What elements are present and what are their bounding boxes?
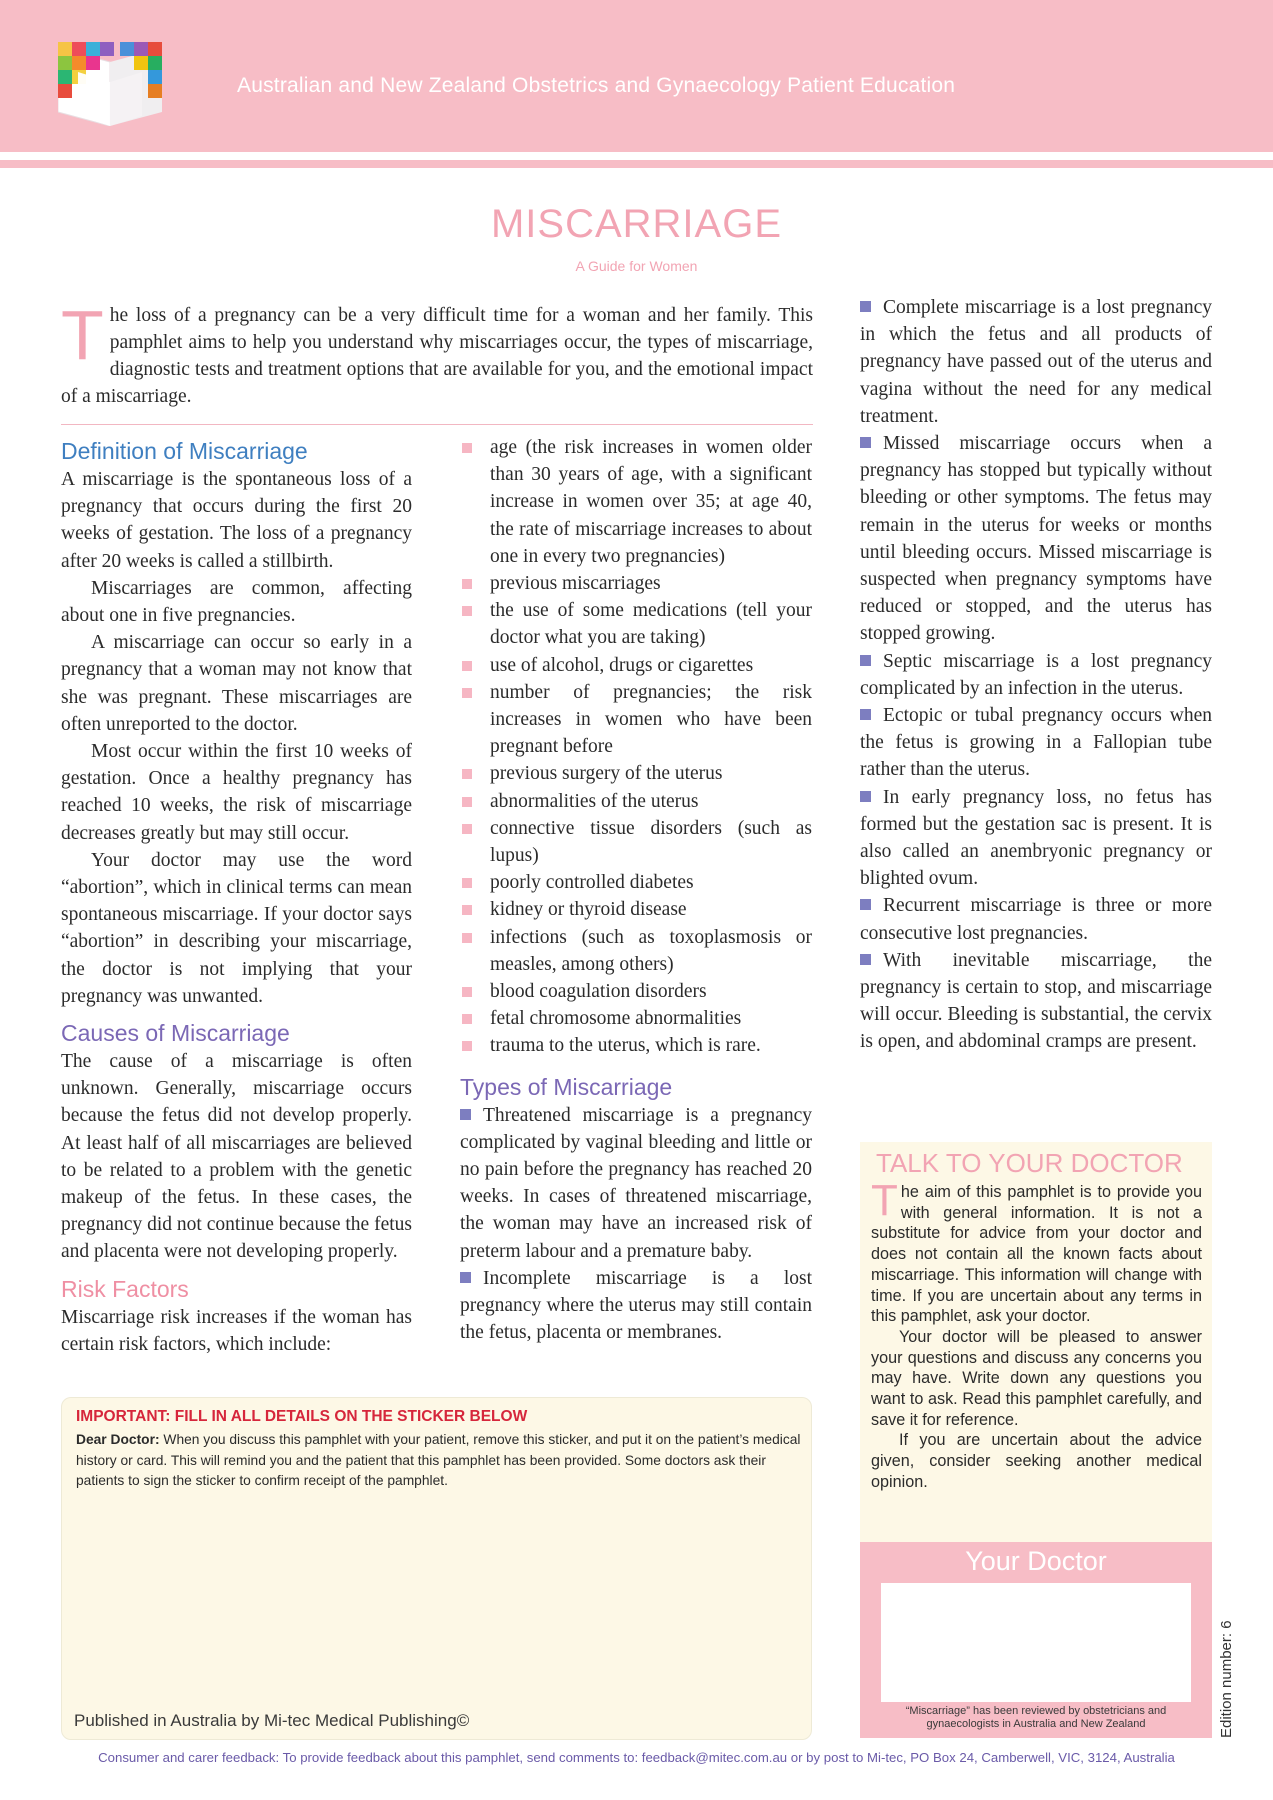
bullet-square-icon xyxy=(462,933,472,943)
definition-paragraph: Your doctor may use the word “abortion”, which in clinical terms can mean spontaneous miscarriage. If your doctor says “abortion” in describing your miscarriage, the doctor is not implying that your pregnancy was unwanted. xyxy=(61,849,412,1007)
review-note: “Miscarriage” has been reviewed by obstetricians and gynaecologists in Australia and New Zealand xyxy=(905,1705,1167,1730)
list-item: number of pregnancies; the risk increases in women who have been pregnant before xyxy=(460,679,812,761)
definition-paragraph: Miscarriages are common, affecting about one in five pregnancies. xyxy=(61,577,412,627)
column-left xyxy=(61,436,412,1358)
sticker-lead: Dear Doctor: xyxy=(76,1432,160,1447)
list-item: age (the risk increases in women older than 30 years of age, with a significant increase in women over 35; at age 40, the rate of miscarriage increases to about one in every two pregnancies) xyxy=(460,434,812,570)
list-item: abnormalities of the uterus xyxy=(460,788,812,815)
definition-paragraph: Most occur within the first 10 weeks of gestation. Once a healthy pregnancy has reached 10 weeks, the risk of miscarriage decreases greatly but may still occur. xyxy=(61,741,412,844)
type-item: Missed miscarriage occurs when a pregnancy has stopped but typically without bleeding or other symptoms. The fetus may remain in the uterus for weeks or months until bleeding occurs. Missed miscarriage is suspected when pregnancy symptoms have reduced or stopped, and the uterus has stopped growing. xyxy=(860,433,1212,645)
page-subtitle: A Guide for Women xyxy=(575,258,698,274)
causes-paragraph: The cause of a miscarriage is often unknown. Generally, miscarriage occurs because the fetus did not develop properly. At least half of all miscarriages are believed to be related to a problem with the genetic makeup of the fetus. In these cases, the pregnancy did not continue because the fetus and placenta were not developing properly. xyxy=(61,1051,412,1263)
bullet-square-icon xyxy=(462,824,472,834)
edition-number: Edition number: 6 xyxy=(1218,1620,1235,1738)
list-item: use of alcohol, drugs or cigarettes xyxy=(460,652,812,679)
bullet-square-icon xyxy=(462,987,472,997)
talk-heading: TALK TO YOUR DOCTOR xyxy=(876,1148,1183,1178)
bullet-square-icon xyxy=(462,606,472,616)
intro-text: he loss of a pregnancy can be a very difficult time for a woman and her family. This pamphlet aims to help you understand why miscarriages occur, the types of miscarriage, diagnostic tests and treatment options that are available for you, and the emotional impact of a miscarriage. xyxy=(61,305,813,407)
bullet-square-icon xyxy=(860,791,871,802)
header-divider xyxy=(0,160,1273,168)
bullet-square-icon xyxy=(860,301,871,312)
list-item: fetal chromosome abnormalities xyxy=(460,1005,812,1032)
type-item: Threatened miscarriage is a pregnancy complicated by vaginal bleeding and little or no pain before the pregnancy has reached 20 weeks. In cases of threatened miscarriage, the woman may have an increased risk of preterm labour and a premature baby. xyxy=(460,1104,812,1262)
risk-intro-paragraph: Miscarriage risk increases if the woman has certain risk factors, which include: xyxy=(61,1306,412,1355)
talk-paragraph: Your doctor will be pleased to answer your questions and discuss any concerns you may have. Write down any questions you want to ask. Read this pamphlet carefully, and save it for reference. xyxy=(871,1327,1202,1429)
type-item: Complete miscarriage is a lost pregnancy in which the fetus and all products of pregnancy have passed out of the uterus and vagina without the need for any medical treatment. xyxy=(860,297,1212,427)
column-right xyxy=(860,294,1212,1056)
bullet-square-icon xyxy=(462,797,472,807)
header-text: Australian and New Zealand Obstetrics and Gynaecology Patient Education xyxy=(237,74,956,97)
bullet-square-icon xyxy=(462,579,472,589)
risk-factor-list xyxy=(460,434,812,1060)
list-item: poorly controlled diabetes xyxy=(460,869,812,896)
list-item: blood coagulation disorders xyxy=(460,978,812,1005)
bullet-square-icon xyxy=(860,709,871,720)
bullet-square-icon xyxy=(460,1109,471,1120)
list-item: infections (such as toxoplasmosis or measles, among others) xyxy=(460,924,812,978)
bullet-square-icon xyxy=(860,899,871,910)
type-item: Recurrent miscarriage is three or more consecutive lost pregnancies. xyxy=(860,895,1212,944)
sticker-body: Dear Doctor: When you discuss this pamphlet with your patient, remove this sticker, and put it on the patient’s medical history or card. This will remind you and the patient that this pamphlet has been provided. Some doctors ask their patients to sign the sticker to confirm receipt of the pamphlet. xyxy=(76,1432,801,1488)
heading-types: Types of Miscarriage xyxy=(460,1073,673,1100)
talk-paragraph: The aim of this pamphlet is to provide you with general information. It is not a substitute for advice from your doctor and does not contain all the known facts about miscarriage. This information will change with time. If you are uncertain about any terms in this pamphlet, ask your doctor. xyxy=(871,1176,1202,1326)
bullet-square-icon xyxy=(462,905,472,915)
talk-dropcap: T xyxy=(871,1176,898,1225)
intro-paragraph xyxy=(61,296,813,410)
bullet-square-icon xyxy=(462,769,472,779)
definition-paragraph: A miscarriage is the spontaneous loss of a pregnancy that occurs during the first 20 weeks of gestation. The loss of a pregnancy after 20 weeks is called a stillbirth. xyxy=(61,469,412,572)
sticker-heading: IMPORTANT: FILL IN ALL DETAILS ON THE STICKER BELOW xyxy=(76,1408,528,1425)
doctor-sticker[interactable] xyxy=(61,1397,812,1740)
bullet-square-icon xyxy=(860,437,871,448)
bullet-square-icon xyxy=(462,1041,472,1051)
list-item: trauma to the uterus, which is rare. xyxy=(460,1032,812,1059)
your-doctor-box xyxy=(860,1542,1212,1738)
list-item: previous miscarriages xyxy=(460,570,812,597)
list-item: connective tissue disorders (such as lupus) xyxy=(460,815,812,869)
bullet-square-icon xyxy=(462,661,472,671)
type-item: Septic miscarriage is a lost pregnancy complicated by an infection in the uterus. xyxy=(860,650,1212,699)
bullet-square-icon xyxy=(462,688,472,698)
bullet-square-icon xyxy=(462,878,472,888)
talk-to-doctor-box xyxy=(860,1142,1212,1542)
talk-body xyxy=(871,1176,1202,1493)
type-item: Ectopic or tubal pregnancy occurs when the fetus is growing in a Fallopian tube rather than the uterus. xyxy=(860,705,1212,781)
list-item: kidney or thyroid disease xyxy=(460,896,812,923)
type-item: In early pregnancy loss, no fetus has formed but the gestation sac is present. It is also called an anembryonic pregnancy or blighted ovum. xyxy=(860,786,1212,890)
list-item: previous surgery of the uterus xyxy=(460,760,812,787)
bullet-square-icon xyxy=(462,1014,472,1024)
feedback-line: Consumer and carer feedback: To provide feedback about this pamphlet, send comments to: feedback@mitec.com.au or by post to Mi-tec, PO Box 24, Camberwell, VIC, 3124, Australia xyxy=(98,1750,1175,1765)
your-doctor-heading: Your Doctor xyxy=(965,1546,1107,1576)
type-item: With inevitable miscarriage, the pregnancy is certain to stop, and miscarriage will occur. Bleeding is substantial, the cervix is open, and abdominal cramps are present. xyxy=(860,949,1212,1053)
page-title: MISCARRIAGE xyxy=(490,202,783,246)
doctor-details-field[interactable] xyxy=(881,1583,1191,1702)
heading-definition: Definition of Miscarriage xyxy=(61,438,308,464)
definition-paragraph: A miscarriage can occur so early in a pregnancy that a woman may not know that she was pregnant. These miscarriages are often unreported to the doctor. xyxy=(61,632,412,735)
publisher-line: Published in Australia by Mi-tec Medical Publishing© xyxy=(74,1711,470,1730)
bullet-square-icon xyxy=(460,1272,471,1283)
talk-paragraph: If you are uncertain about the advice given, consider seeking another medical opinion. xyxy=(871,1431,1202,1491)
column-middle xyxy=(460,434,812,1347)
heading-risk-factors: Risk Factors xyxy=(61,1275,189,1302)
bullet-square-icon xyxy=(462,443,472,453)
heading-causes: Causes of Miscarriage xyxy=(61,1020,290,1047)
intro-dropcap: T xyxy=(61,296,104,374)
type-item: Incomplete miscarriage is a lost pregnancy where the uterus may still contain the fetus, placenta or membranes. xyxy=(460,1267,812,1344)
bullet-square-icon xyxy=(860,655,871,666)
intro-divider xyxy=(61,424,813,425)
bullet-square-icon xyxy=(860,954,871,965)
list-item: the use of some medications (tell your doctor what you are taking) xyxy=(460,597,812,651)
book-logo-icon xyxy=(58,42,162,126)
